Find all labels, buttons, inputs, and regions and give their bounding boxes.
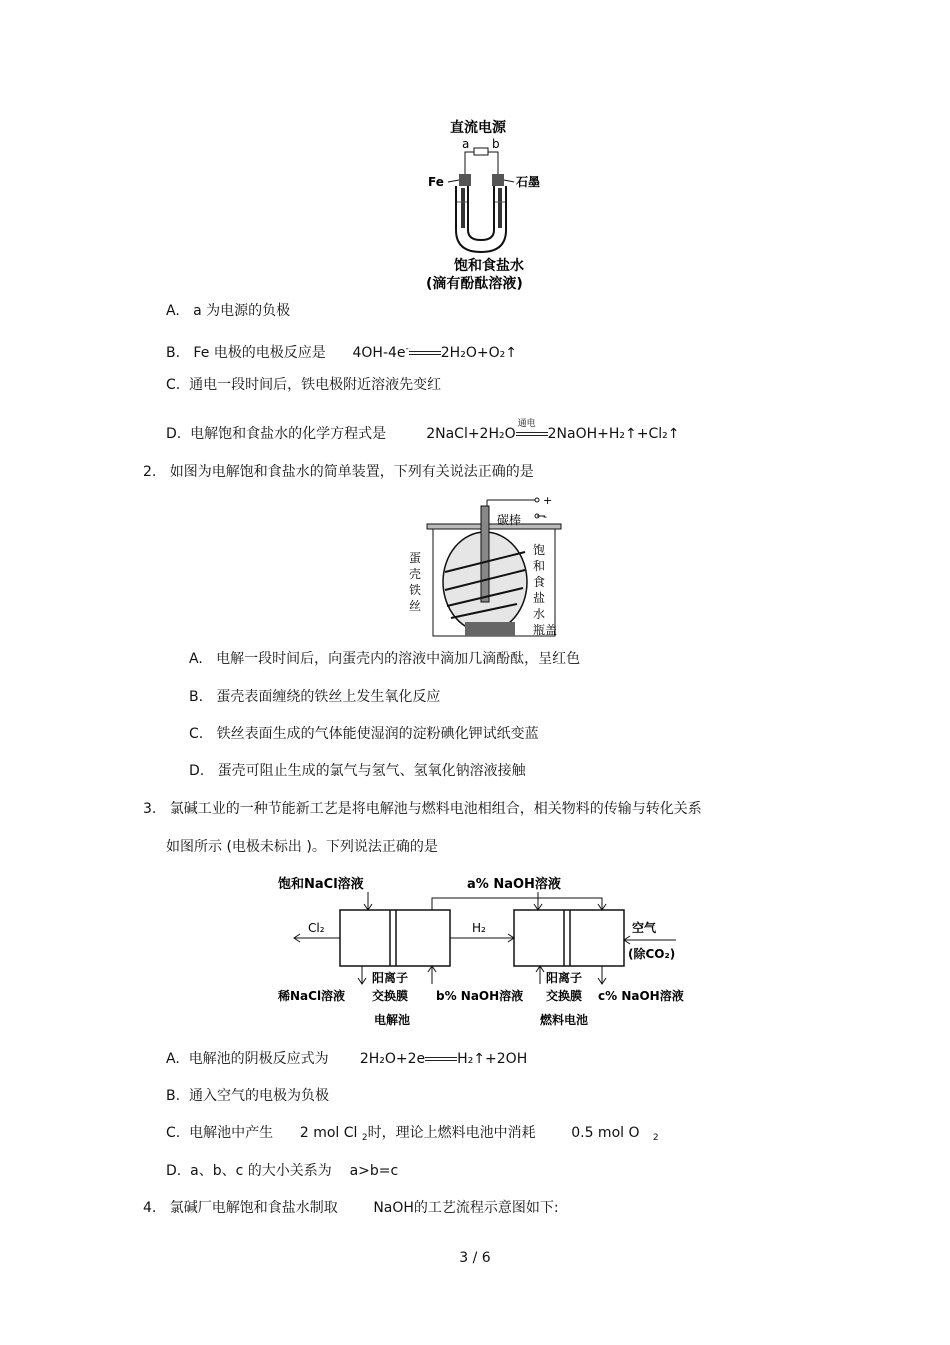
fig2-left-3: 铁 — [409, 583, 422, 597]
fig2-right-4: 盐 — [533, 591, 546, 605]
fig3-mem2b: 交换膜 — [546, 989, 583, 1003]
q3-a-equals — [425, 1050, 457, 1068]
fig1-label-a: a — [462, 137, 470, 151]
q3-option-a — [166, 1050, 527, 1068]
q3-d-text2: a>b=c — [349, 1163, 399, 1179]
q1-a-letter: A. — [166, 303, 180, 319]
q3-number: 3. — [143, 801, 157, 817]
fig3-cell1: 电解池 — [374, 1013, 411, 1027]
q1-d-text1: 电解饱和食盐水的化学方程式是 — [190, 426, 387, 442]
fig3-air2: (除CO₂) — [628, 947, 676, 961]
fig3-h2: H₂ — [472, 921, 486, 935]
q2-a-letter: A. — [189, 651, 203, 667]
fig3-mid: b% NaOH溶液 — [436, 989, 524, 1003]
q2-c-text: 铁丝表面生成的气体能使湿润的淀粉碘化钾试纸变蓝 — [216, 726, 539, 742]
q1-b-letter: B. — [166, 345, 181, 361]
fig1-label-b: b — [492, 137, 500, 151]
q1-d-equals — [516, 419, 548, 443]
q2-d-letter: D. — [189, 763, 205, 779]
q2-b-letter: B. — [189, 689, 204, 705]
q1-d-letter: D. — [166, 426, 182, 442]
fig1-title: 直流电源 — [450, 120, 506, 136]
q1-option-c — [166, 376, 441, 394]
q3-c-letter: C. — [166, 1125, 181, 1141]
q3-d-letter: D. — [166, 1163, 182, 1179]
figure-eggshell-electrolysis — [405, 492, 575, 642]
q1-d-text3: 2NaOH+H₂↑+Cl₂↑ — [547, 426, 680, 442]
fig2-right-5: 水 — [533, 607, 546, 621]
fig2-left-2: 壳 — [409, 567, 422, 581]
fig2-plus: + — [543, 494, 553, 507]
fig2-minus: - — [543, 510, 547, 523]
q1-b-equals — [409, 344, 441, 362]
fig2-left-1: 蛋 — [409, 551, 422, 565]
fig3-mem1b: 交换膜 — [372, 989, 409, 1003]
fig3-air1: 空气 — [632, 921, 657, 935]
q2-option-d — [189, 762, 526, 780]
q3-c-sub2: 2 — [652, 1133, 659, 1143]
q1-option-b — [166, 340, 517, 362]
q3-c-text2: 2 mol Cl — [299, 1125, 358, 1141]
q1-option-a — [166, 302, 290, 320]
q3-option-b — [166, 1087, 329, 1105]
q3-c-sub1: 2 — [361, 1133, 368, 1143]
fig2-right-2: 和 — [533, 559, 546, 573]
fig3-cl2: Cl₂ — [308, 921, 325, 935]
q2-option-b — [189, 688, 440, 706]
q1-a-text: a 为电源的负极 — [193, 303, 291, 319]
fig3-in-right: a% NaOH溶液 — [467, 877, 561, 892]
q3-stem2: 如图所示 (电极未标出 )。下列说法正确的是 — [166, 839, 438, 855]
q3-c-text1: 电解池中产生 — [189, 1125, 274, 1141]
q3-c-text4: 0.5 mol O — [571, 1125, 640, 1141]
q1-d-text2: 2NaCl+2H₂O — [426, 426, 516, 442]
q3-option-c — [166, 1124, 659, 1147]
q4-number: 4. — [143, 1200, 157, 1216]
q1-option-d — [166, 419, 680, 443]
q3-a-text1: 电解池的阴极反应式为 — [188, 1051, 329, 1067]
fig1-caption2: (滴有酚酞溶液) — [426, 276, 523, 292]
q2-option-c — [189, 725, 539, 743]
fig1-graphite-label: 石墨 — [516, 175, 541, 189]
fig2-right-6: 瓶盖 — [533, 623, 558, 637]
q2-number: 2. — [143, 464, 157, 480]
figure-u-tube-electrolysis — [420, 112, 580, 292]
q3-option-d — [166, 1162, 398, 1180]
q2-d-text: 蛋壳可阻止生成的氯气与氢气、氢氧化钠溶液接触 — [217, 763, 526, 779]
fig2-right-3: 食 — [533, 575, 546, 589]
q2-c-letter: C. — [189, 726, 204, 742]
fig3-in-left: 饱和NaCl溶液 — [278, 877, 364, 892]
fig3-cell2: 燃料电池 — [540, 1013, 589, 1027]
q2-a-text: 电解一段时间后，向蛋壳内的溶液中滴加几滴酚酞，呈红色 — [216, 651, 581, 667]
fig3-mem1a: 阳离子 — [372, 971, 409, 985]
q1-b-text1: Fe 电极的电极反应是 — [193, 345, 326, 361]
page-number: 3 / 6 — [459, 1250, 491, 1266]
fig2-rod-label: 碳棒 — [497, 513, 522, 527]
fig2-left-4: 丝 — [409, 599, 422, 613]
q3-b-letter: B. — [166, 1088, 181, 1104]
q3-a-text3: H₂↑+2OH — [457, 1051, 528, 1067]
q4-text2: NaOH的工艺流程示意图如下: — [373, 1200, 559, 1216]
q1-b-text2: 4OH-4e — [352, 345, 406, 361]
fig3-out-right: c% NaOH溶液 — [598, 989, 684, 1003]
q2-stem-text: 如图为电解饱和食盐水的简单装置，下列有关说法正确的是 — [169, 464, 534, 480]
q3-stem-line1 — [143, 800, 702, 818]
fig2-right-1: 饱 — [533, 543, 546, 557]
fig1-caption1: 饱和食盐水 — [454, 258, 524, 274]
q2-option-a — [189, 650, 580, 668]
fig3-mem2a: 阳离子 — [546, 971, 583, 985]
q1-b-text3: 2H₂O+O₂↑ — [440, 345, 517, 361]
figure-chlor-alkali-process — [272, 872, 704, 1030]
q4-stem — [143, 1199, 559, 1217]
q4-text1: 氯碱厂电解饱和食盐水制取 — [169, 1200, 338, 1216]
q1-b-sup: - — [405, 344, 409, 354]
q3-stem-line2 — [166, 838, 438, 856]
q3-a-text2: 2H₂O+2e — [359, 1051, 426, 1067]
fig1-fe-label: Fe — [428, 175, 444, 189]
q3-b-text: 通入空气的电极为负极 — [188, 1088, 329, 1104]
q2-b-text: 蛋壳表面缠绕的铁丝上发生氧化反应 — [216, 689, 441, 705]
q3-c-text3: 时，理论上燃料电池中消耗 — [367, 1125, 536, 1141]
q1-c-text: 通电一段时间后，铁电极附近溶液先变红 — [189, 377, 442, 393]
q1-c-letter: C. — [166, 377, 181, 393]
q3-d-text1: a、b、c 的大小关系为 — [190, 1163, 332, 1179]
q2-stem — [143, 463, 534, 481]
q3-a-letter: A. — [166, 1051, 180, 1067]
fig3-out-left: 稀NaCl溶液 — [278, 989, 346, 1003]
q3-stem1: 氯碱工业的一种节能新工艺是将电解池与燃料电池相组合，相关物料的传输与转化关系 — [169, 801, 702, 817]
q1-d-condition: 通电 — [517, 419, 536, 429]
